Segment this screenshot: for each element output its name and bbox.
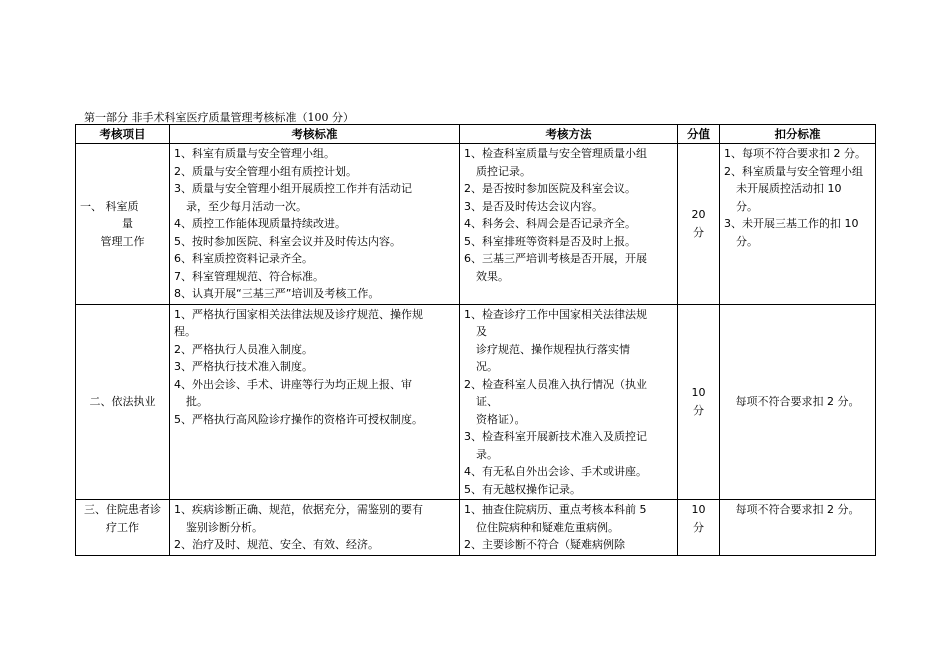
standard-line: 6、科室质控资料记录齐全。 (174, 252, 313, 265)
deduction-line: 2、科室质量与安全管理小组 (724, 164, 863, 178)
method-line: 2、是否按时参加医院及科室会议。 (464, 182, 636, 195)
row-item-cell (76, 304, 170, 500)
score-value: 10 (691, 503, 706, 516)
score-value: 10 (691, 386, 706, 400)
standard-line: 2、质量与安全管理小组有质控计划。 (174, 164, 357, 178)
method-line: 3、检查科室开展新技术准入及质控记 (464, 430, 647, 443)
deduction-line: 1、每项不符合要求扣 2 分。 (724, 147, 866, 160)
method-line: 质控记录。 (476, 164, 531, 178)
assessment-table (75, 124, 876, 556)
method-line: 5、有无越权操作记录。 (464, 482, 581, 496)
row-deduction-cell (720, 144, 876, 305)
deduction-line: 3、未开展三基工作的扣 10 (724, 217, 859, 230)
table-row (76, 144, 876, 305)
row-method-cell (460, 144, 678, 305)
standard-line: 4、质控工作能体现质量持续改进。 (174, 217, 346, 230)
method-line: 6、三基三严培训考核是否开展，开展 (464, 252, 647, 265)
header-method: 考核方法 (460, 125, 678, 144)
score-value: 20 (691, 208, 706, 222)
item-text: 疗工作 (106, 520, 139, 534)
item-text: 一、 科室质 (80, 199, 139, 213)
standard-line: 4、外出会诊、手术、讲座等行为均正规上报、审 (174, 377, 412, 391)
row-score-cell (678, 304, 720, 500)
method-line: 效果。 (476, 269, 509, 283)
standard-line: 程。 (174, 325, 196, 338)
item-text: 管理工作 (100, 234, 145, 248)
header-item: 考核项目 (76, 125, 170, 144)
standard-line: 1、科室有质量与安全管理小组。 (174, 147, 335, 160)
method-line: 录。 (476, 447, 498, 461)
standard-line: 鉴别诊断分析。 (186, 520, 263, 534)
header-deduction: 扣分标准 (720, 125, 876, 144)
deduction-line: 分。 (736, 199, 758, 213)
standard-line: 3、严格执行技术准入制度。 (174, 360, 313, 373)
standard-line: 8、认真开展“三基三严”培训及考核工作。 (174, 287, 380, 300)
row-score-cell (678, 144, 720, 305)
deduction-line: 未开展质控活动扣 10 (736, 182, 842, 195)
standard-line: 1、疾病诊断正确、规范，依据充分，需鉴别的要有 (174, 503, 423, 516)
method-line: 诊疗规范、操作规程执行落实情 (476, 342, 630, 356)
standard-line: 2、严格执行人员准入制度。 (174, 342, 313, 356)
standard-line: 3、质量与安全管理小组开展质控工作并有活动记 (174, 182, 412, 195)
method-line: 1、抽查住院病历、重点考核本科前 5 (464, 503, 647, 516)
item-text: 二、依法执业 (89, 395, 156, 408)
standard-line: 1、严格执行国家相关法律法规及诊疗规范、操作规 (174, 307, 423, 321)
standard-line: 批。 (186, 395, 208, 408)
header-standard: 考核标准 (170, 125, 460, 144)
table-row (76, 500, 876, 556)
row-item-cell (76, 144, 170, 305)
row-item-cell (76, 500, 170, 556)
row-standard-cell (170, 144, 460, 305)
method-line: 证、 (476, 395, 498, 408)
deduction-line: 分。 (736, 234, 758, 248)
method-line: 2、主要诊断不符合（疑难病例除 (464, 538, 625, 551)
standard-line: 5、按时参加医院、科室会议并及时传达内容。 (174, 234, 401, 248)
standard-line: 7、科室管理规范、符合标准。 (174, 269, 324, 283)
row-score-cell (678, 500, 720, 556)
row-deduction-cell (720, 304, 876, 500)
deduction-line: 每项不符合要求扣 2 分。 (735, 395, 860, 408)
method-line: 况。 (476, 360, 498, 373)
standard-line: 5、严格执行高风险诊疗操作的资格许可授权制度。 (174, 412, 423, 426)
method-line: 4、有无私自外出会诊、手术或讲座。 (464, 465, 647, 478)
method-line: 4、科务会、科周会是否记录齐全。 (464, 217, 636, 230)
method-line: 位住院病种和疑难危重病例。 (476, 520, 619, 534)
standard-line: 2、治疗及时、规范、安全、有效、经济。 (174, 538, 379, 551)
table-header-row (76, 125, 876, 144)
standard-line: 录，至少每月活动一次。 (186, 199, 307, 213)
score-unit: 分 (693, 403, 704, 417)
method-line: 1、检查诊疗工作中国家相关法律法规 (464, 307, 647, 321)
method-line: 3、是否及时传达会议内容。 (464, 199, 603, 213)
row-method-cell (460, 500, 678, 556)
score-unit: 分 (693, 225, 704, 239)
method-line: 2、检查科室人员准入执行情况（执业 (464, 377, 647, 391)
deduction-line: 每项不符合要求扣 2 分。 (735, 503, 860, 516)
method-line: 及 (476, 325, 487, 338)
row-standard-cell (170, 304, 460, 500)
method-line: 资格证）。 (476, 412, 526, 426)
item-text: 量 (122, 217, 133, 230)
page-caption: 第一部分 非手术科室医疗质量管理考核标准（100 分） (84, 111, 354, 124)
method-line: 1、检查科室质量与安全管理质量小组 (464, 147, 647, 160)
header-score: 分值 (678, 125, 720, 144)
table-row (76, 304, 876, 500)
score-unit: 分 (693, 520, 704, 534)
row-method-cell (460, 304, 678, 500)
method-line: 5、科室排班等资料是否及时上报。 (464, 234, 636, 248)
item-text: 三、住院患者诊 (84, 503, 161, 516)
row-deduction-cell (720, 500, 876, 556)
row-standard-cell (170, 500, 460, 556)
